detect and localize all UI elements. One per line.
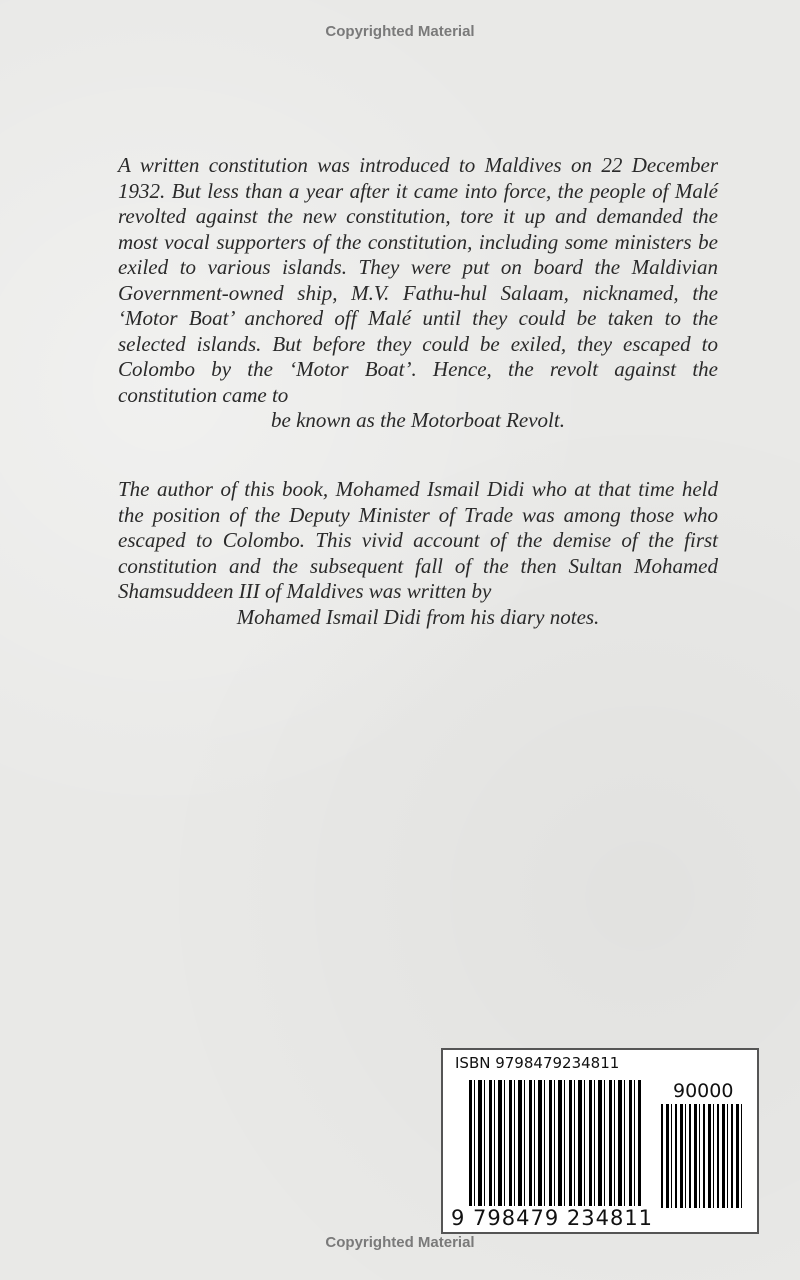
barcode-digits: 9 798479 234811 [451, 1206, 654, 1230]
paragraph-1-last-line: be known as the Motorboat Revolt. [271, 408, 565, 432]
paragraph-2-body: The author of this book, Mohamed Ismail Didi who at that time held the position of the Deputy Minister of Trade was among those who escaped to Colombo. This vivid account of the demise of the first constitution and the subsequent fall of the then Sultan Mohamed Shamsuddeen III of Maldives was written by [118, 477, 718, 603]
blurb-paragraph-1 [118, 153, 718, 434]
addon-bars-icon [661, 1104, 745, 1208]
isbn-barcode [441, 1048, 759, 1234]
barcode-bars-icon [469, 1080, 641, 1210]
blurb-paragraph-2 [118, 477, 718, 630]
price-addon-digits: 90000 [673, 1080, 734, 1102]
paragraph-2-last-line: Mohamed Ismail Didi from his diary notes. [236, 604, 600, 629]
copyright-watermark-top: Copyrighted Material [325, 23, 475, 40]
isbn-label: ISBN 9798479234811 [455, 1054, 620, 1072]
paragraph-1-body: A written constitution was introduced to Maldives on 22 December 1932. But less than a year after it came into force, the people of Malé revolted against the new constitution, tore it up and demanded the most vocal supporters of the constitution, including some ministers be exiled to various islands. They were put on board the Maldivian Government-owned ship, M.V. Fathu-hul Salaam, nicknamed, the ‘Motor Boat’ anchored off Malé until they could be taken to the selected islands. But before they could be exiled, they escaped to Colombo by the ‘Motor Boat’. Hence, the revolt against the constitution came to [118, 153, 718, 407]
copyright-watermark-bottom: Copyrighted Material [325, 1234, 475, 1251]
